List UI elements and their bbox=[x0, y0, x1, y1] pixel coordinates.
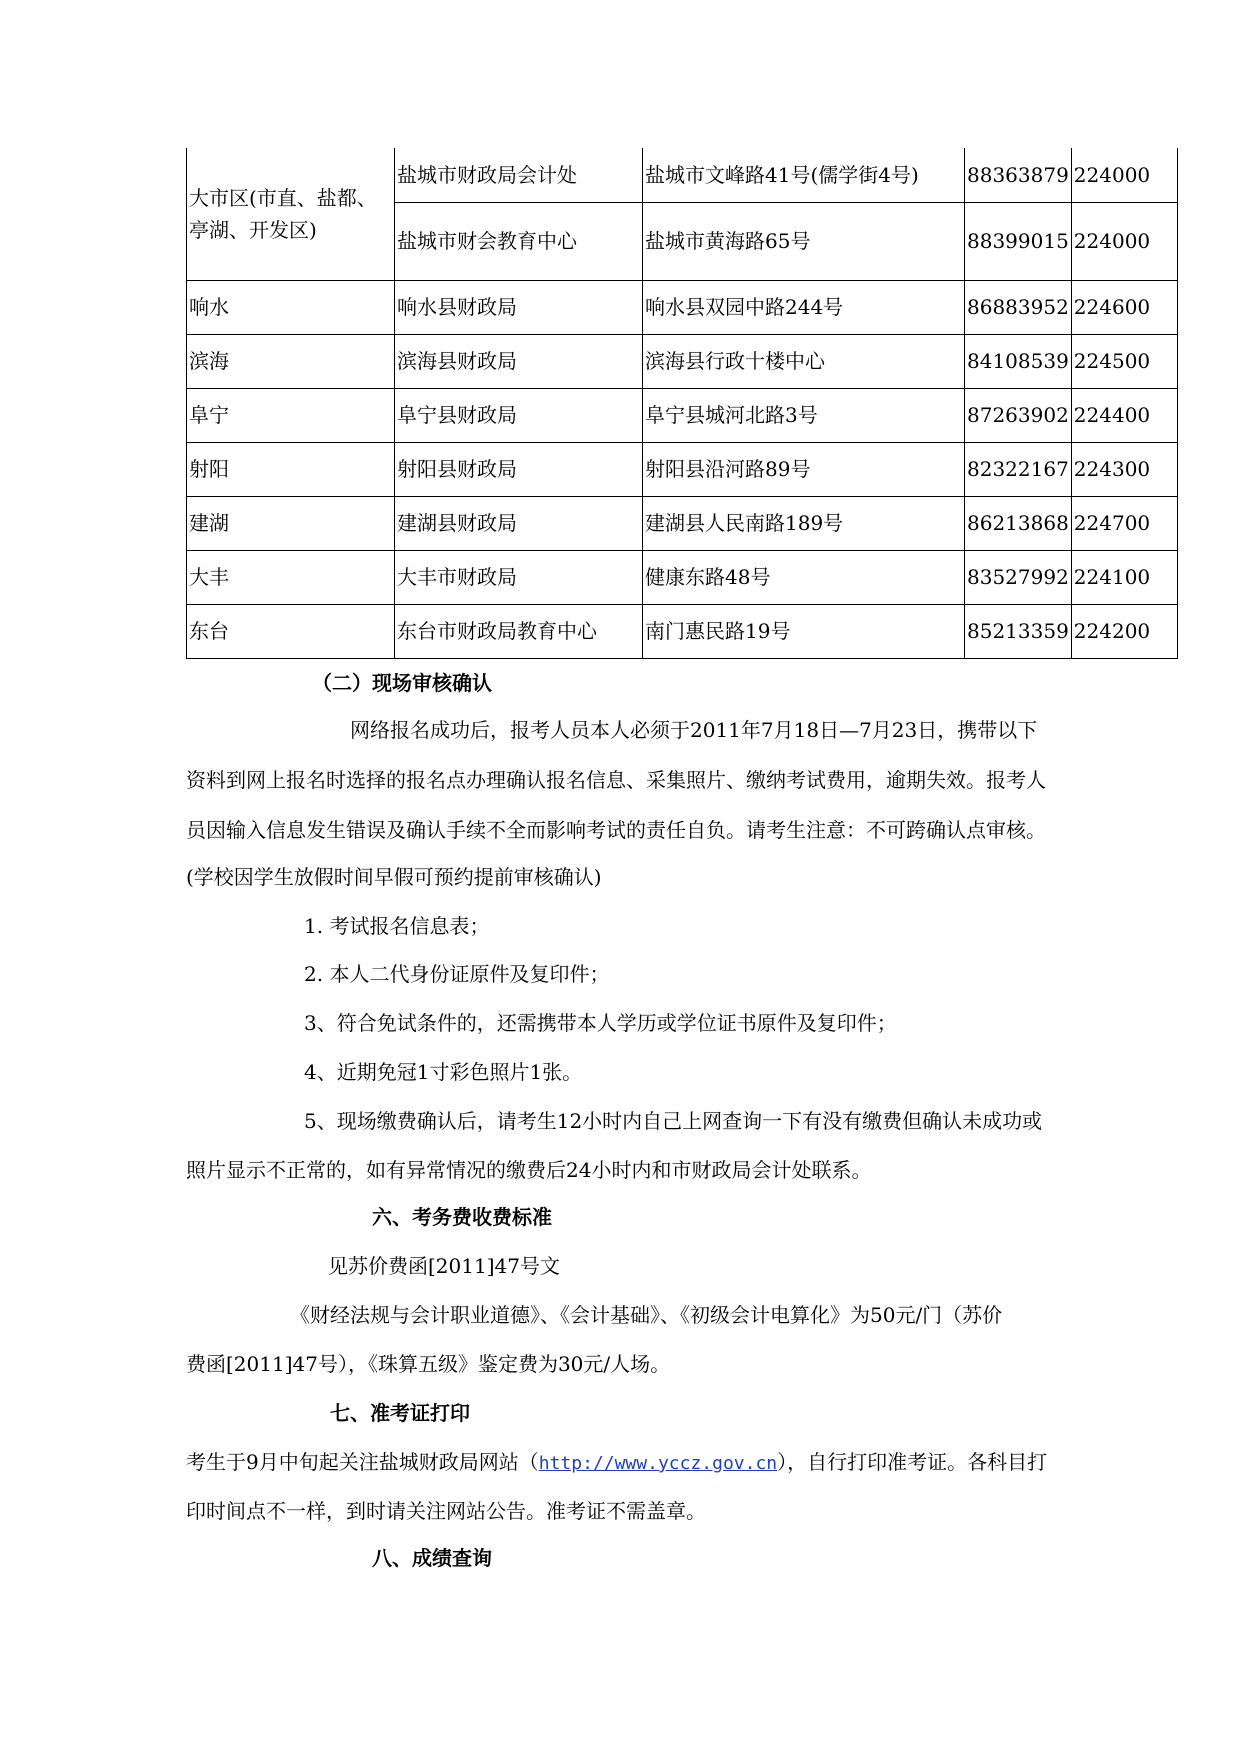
region-cell: 响水 bbox=[187, 280, 395, 334]
paragraph-text: ），自行打印准考证。各科目打 bbox=[777, 1450, 1048, 1474]
registration-sites-table bbox=[186, 148, 1178, 659]
phone-cell: 85213359 bbox=[965, 604, 1072, 658]
phone-cell: 87263902 bbox=[965, 388, 1072, 442]
postcode-cell: 224000 bbox=[1071, 148, 1177, 202]
postcode-cell: 224700 bbox=[1071, 496, 1177, 550]
address-cell: 盐城市黄海路65号 bbox=[643, 202, 965, 280]
table-row bbox=[187, 604, 1178, 658]
region-cell: 滨海 bbox=[187, 334, 395, 388]
address-cell: 健康东路48号 bbox=[643, 550, 965, 604]
address-cell: 盐城市文峰路41号(儒学街4号) bbox=[643, 148, 965, 202]
section-heading-onsite-review: （二）现场审核确认 bbox=[312, 671, 492, 695]
list-item: 2. 本人二代身份证原件及复印件； bbox=[304, 962, 610, 986]
address-cell: 响水县双园中路244号 bbox=[643, 280, 965, 334]
postcode-cell: 224000 bbox=[1071, 202, 1177, 280]
phone-cell: 86213868 bbox=[965, 496, 1072, 550]
address-cell: 滨海县行政十楼中心 bbox=[643, 334, 965, 388]
section-heading-admission-ticket: 七、准考证打印 bbox=[330, 1401, 470, 1425]
postcode-cell: 224100 bbox=[1071, 550, 1177, 604]
table-row bbox=[187, 280, 1178, 334]
office-cell: 大丰市财政局 bbox=[395, 550, 643, 604]
phone-cell: 88399015 bbox=[965, 202, 1072, 280]
section-heading-fee-standard: 六、考务费收费标准 bbox=[372, 1205, 552, 1229]
table-row bbox=[187, 148, 1178, 202]
postcode-cell: 224600 bbox=[1071, 280, 1177, 334]
paragraph-line bbox=[186, 1449, 1047, 1477]
office-cell: 盐城市财政局会计处 bbox=[395, 148, 643, 202]
list-item: 5、现场缴费确认后，请考生12小时内自己上网查询一下有没有缴费但确认未成功或 bbox=[304, 1109, 1043, 1133]
postcode-cell: 224400 bbox=[1071, 388, 1177, 442]
paragraph-line: 资料到网上报名时选择的报名点办理确认报名信息、采集照片、缴纳考试费用，逾期失效。报考人 bbox=[186, 768, 1046, 792]
phone-cell: 86883952 bbox=[965, 280, 1072, 334]
phone-cell: 88363879 bbox=[965, 148, 1072, 202]
table-row bbox=[187, 388, 1178, 442]
office-cell: 盐城市财会教育中心 bbox=[395, 202, 643, 280]
postcode-cell: 224500 bbox=[1071, 334, 1177, 388]
phone-cell: 84108539 bbox=[965, 334, 1072, 388]
address-cell: 射阳县沿河路89号 bbox=[643, 442, 965, 496]
table-row bbox=[187, 550, 1178, 604]
office-cell: 滨海县财政局 bbox=[395, 334, 643, 388]
address-cell: 阜宁县城河北路3号 bbox=[643, 388, 965, 442]
region-cell: 射阳 bbox=[187, 442, 395, 496]
office-cell: 射阳县财政局 bbox=[395, 442, 643, 496]
table-row bbox=[187, 334, 1178, 388]
postcode-cell: 224200 bbox=[1071, 604, 1177, 658]
phone-cell: 83527992 bbox=[965, 550, 1072, 604]
paragraph-line: 员因输入信息发生错误及确认手续不全而影响考试的责任自负。请考生注意：不可跨确认点审核。 bbox=[186, 818, 1046, 842]
list-item: 1. 考试报名信息表； bbox=[304, 914, 490, 938]
paragraph-text: 考生于9月中旬起关注盐城财政局网站（ bbox=[186, 1450, 539, 1474]
office-cell: 建湖县财政局 bbox=[395, 496, 643, 550]
paragraph-line: (学校因学生放假时间早假可预约提前审核确认) bbox=[186, 865, 602, 889]
paragraph-line: 费函[2011]47号），《珠算五级》鉴定费为30元/人场。 bbox=[186, 1352, 671, 1376]
address-cell: 建湖县人民南路189号 bbox=[643, 496, 965, 550]
phone-cell: 82322167 bbox=[965, 442, 1072, 496]
table-row bbox=[187, 496, 1178, 550]
region-cell: 大市区(市直、盐都、亭湖、开发区) bbox=[187, 148, 395, 280]
list-item: 4、近期免冠1寸彩色照片1张。 bbox=[304, 1060, 583, 1084]
office-cell: 东台市财政局教育中心 bbox=[395, 604, 643, 658]
paragraph-line: 印时间点不一样，到时请关注网站公告。准考证不需盖章。 bbox=[186, 1499, 706, 1523]
region-cell: 大丰 bbox=[187, 550, 395, 604]
postcode-cell: 224300 bbox=[1071, 442, 1177, 496]
list-item-continuation: 照片显示不正常的，如有异常情况的缴费后24小时内和市财政局会计处联系。 bbox=[186, 1158, 872, 1182]
region-cell: 东台 bbox=[187, 604, 395, 658]
paragraph-line: 网络报名成功后，报考人员本人必须于2011年7月18日—7月23日，携带以下 bbox=[350, 718, 1038, 742]
address-cell: 南门惠民路19号 bbox=[643, 604, 965, 658]
paragraph-line: 《财经法规与会计职业道德》、《会计基础》、《初级会计电算化》为50元/门（苏价 bbox=[290, 1303, 1003, 1327]
office-cell: 阜宁县财政局 bbox=[395, 388, 643, 442]
website-link[interactable]: http://www.yccz.gov.cn bbox=[538, 1453, 778, 1474]
paragraph-line: 见苏价费函[2011]47号文 bbox=[328, 1254, 560, 1278]
office-cell: 响水县财政局 bbox=[395, 280, 643, 334]
table-row bbox=[187, 442, 1178, 496]
list-item: 3、符合免试条件的，还需携带本人学历或学位证书原件及复印件； bbox=[304, 1011, 897, 1035]
region-cell: 阜宁 bbox=[187, 388, 395, 442]
section-heading-score-query: 八、成绩查询 bbox=[372, 1546, 492, 1570]
region-cell: 建湖 bbox=[187, 496, 395, 550]
